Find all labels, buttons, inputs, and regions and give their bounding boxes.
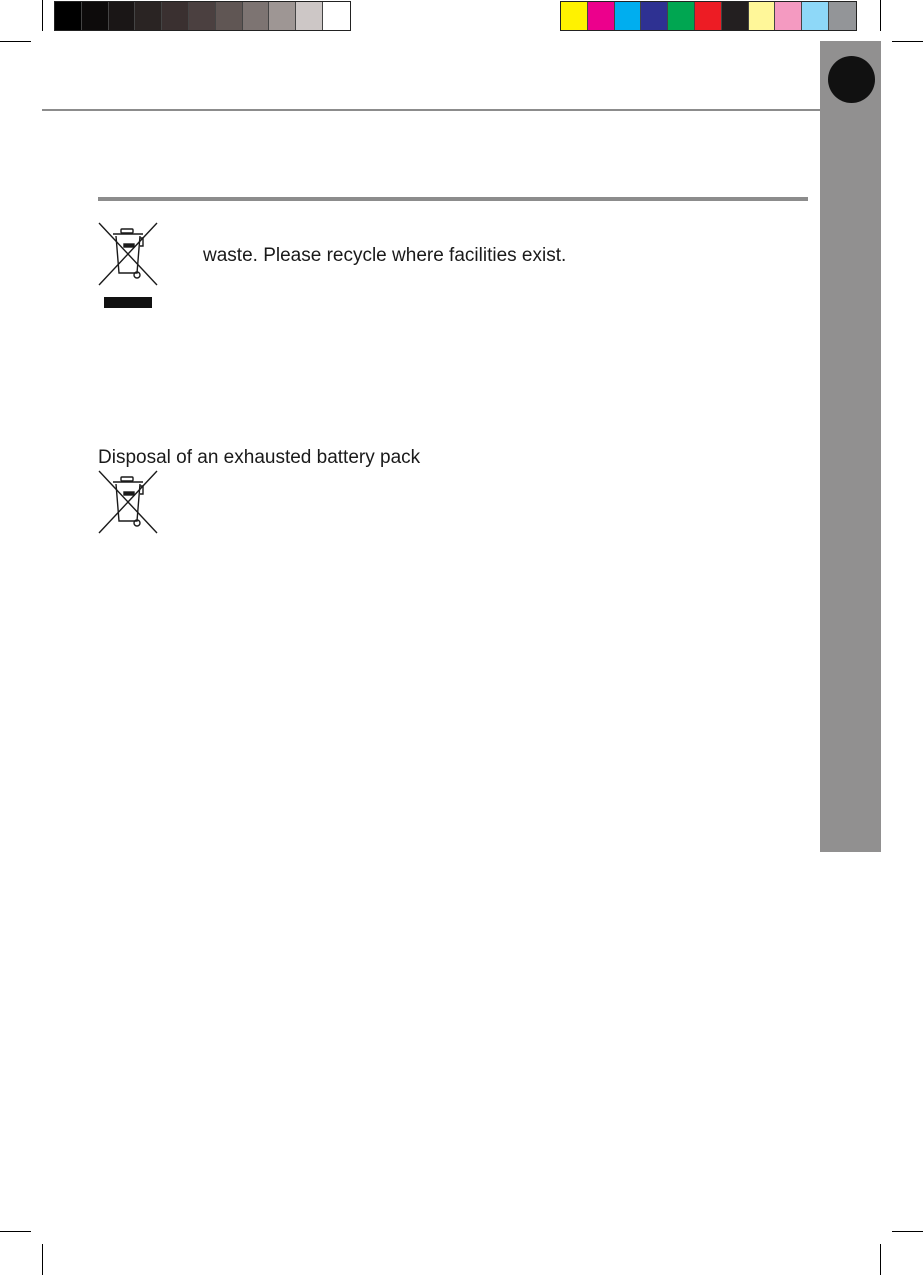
grayscale-color-bar [54,1,351,31]
color-swatch [722,2,749,30]
color-swatch [82,2,109,30]
color-swatch [135,2,162,30]
color-swatch [588,2,615,30]
color-swatch [615,2,642,30]
color-swatch [695,2,722,30]
color-swatch [216,2,243,30]
color-swatch [323,2,350,30]
section-rule [98,197,808,201]
battery-bin-icon [97,470,159,534]
color-swatch [109,2,136,30]
weee-underline-bar [104,297,152,308]
color-swatch [296,2,323,30]
color-swatch [189,2,216,30]
header-rule [42,109,820,111]
battery-heading: Disposal of an exhausted battery pack [98,447,421,468]
side-tab-dot [828,56,875,103]
color-swatch [641,2,668,30]
weee-bin-icon [97,222,159,286]
color-swatch [561,2,588,30]
color-swatch [668,2,695,30]
color-swatch [829,2,856,30]
side-language-tab [820,41,881,852]
color-swatch [775,2,802,30]
color-swatch [802,2,829,30]
weee-text: waste. Please recycle where facilities exist. [203,245,567,266]
color-swatch [749,2,776,30]
color-swatch [269,2,296,30]
color-swatch [162,2,189,30]
color-swatch [243,2,270,30]
color-swatch [55,2,82,30]
process-color-bar [560,1,857,31]
